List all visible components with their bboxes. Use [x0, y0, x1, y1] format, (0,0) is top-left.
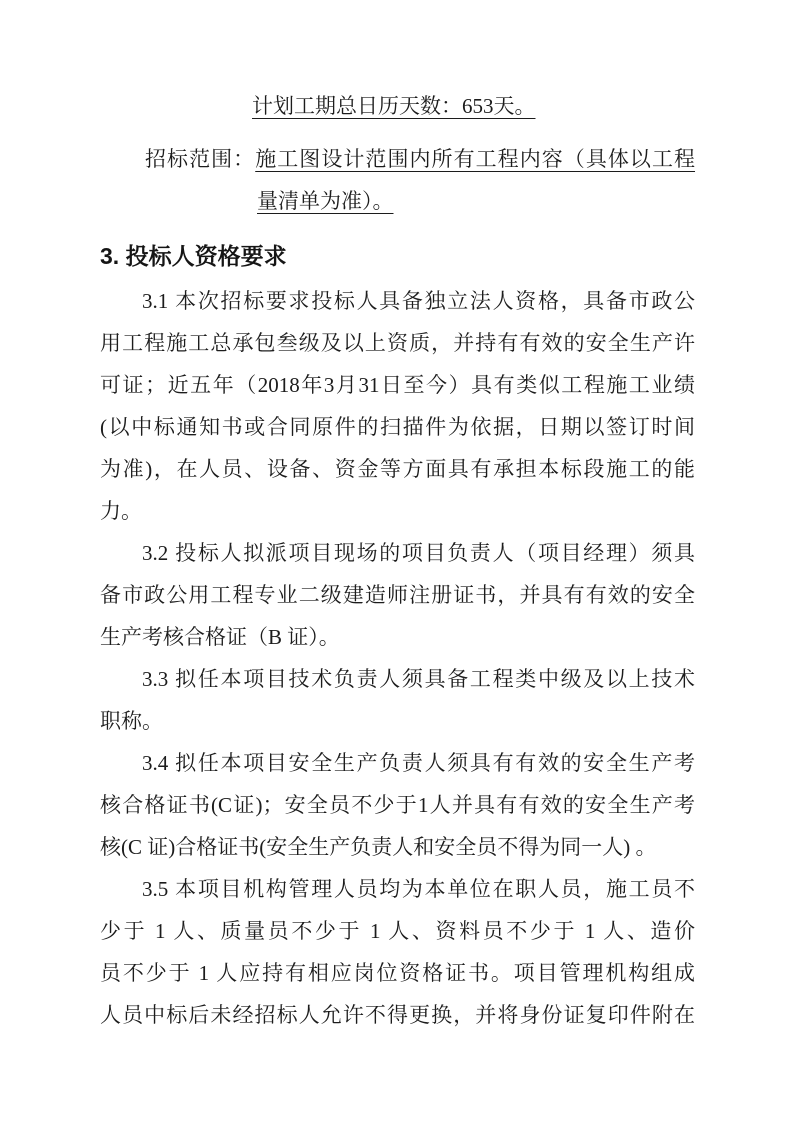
planned-duration-line [252, 85, 672, 127]
clause-3-1-line: 3.1 本次招标要求投标人具备独立法人资格，具备市政公 [142, 289, 695, 313]
tender-scope-line [145, 138, 695, 180]
clause-3-1-line: 力。 [100, 499, 142, 523]
clause-3-2-line: 备市政公用工程专业二级建造师注册证书，并具有有效的安全 [100, 583, 695, 607]
clause-3-5-line: 少于 1 人、质量员不少于 1 人、资料员不少于 1 人、造价 [100, 919, 695, 943]
clause-3-1-line: 用工程施工总承包叁级及以上资质，并持有有效的安全生产许 [100, 331, 695, 355]
clause-3-1-line: 为准)，在人员、设备、资金等方面具有承担本标段施工的能 [100, 457, 695, 481]
section-3-heading: 3. 投标人资格要求 [100, 243, 287, 269]
tender-scope-content: 施工图设计范围内所有工程内容（具体以工程 [255, 147, 696, 171]
clause-3-4-line: 核(C 证)合格证书(安全生产负责人和安全员不得为同一人) 。 [100, 835, 657, 859]
clause-3-4-line: 核合格证书(C证)；安全员不少于1人并具有有效的安全生产考 [100, 793, 695, 817]
clause-3-5-line: 人员中标后未经招标人允许不得更换，并将身份证复印件附在 [100, 1003, 695, 1027]
clause-3-2-line: 3.2 投标人拟派项目现场的项目负责人（项目经理）须具 [142, 541, 695, 565]
tender-scope-line-continuation [257, 180, 677, 222]
clause-3-1-line: 可证；近五年（2018年3月31日至今）具有类似工程施工业绩 [100, 373, 695, 397]
clause-3-3-line: 3.3 拟任本项目技术负责人须具备工程类中级及以上技术 [142, 667, 695, 691]
clause-3-5-line: 3.5 本项目机构管理人员均为本单位在职人员，施工员不 [142, 877, 695, 901]
planned-duration-text: 计划工期总日历天数：653天。 [252, 94, 536, 118]
tender-scope-content-continued: 量清单为准）。 [257, 189, 394, 213]
tender-scope-label: 招标范围： [145, 147, 256, 171]
clause-3-2-line: 生产考核合格证（B 证）。 [100, 625, 340, 649]
clause-3-5-line: 员不少于 1 人应持有相应岗位资格证书。项目管理机构组成 [100, 961, 695, 985]
clause-3-3-line: 职称。 [100, 709, 163, 733]
clause-3-1-line: (以中标通知书或合同原件的扫描件为依据，日期以签订时间 [100, 415, 695, 439]
clause-3-4-line: 3.4 拟任本项目安全生产负责人须具有有效的安全生产考 [142, 751, 695, 775]
